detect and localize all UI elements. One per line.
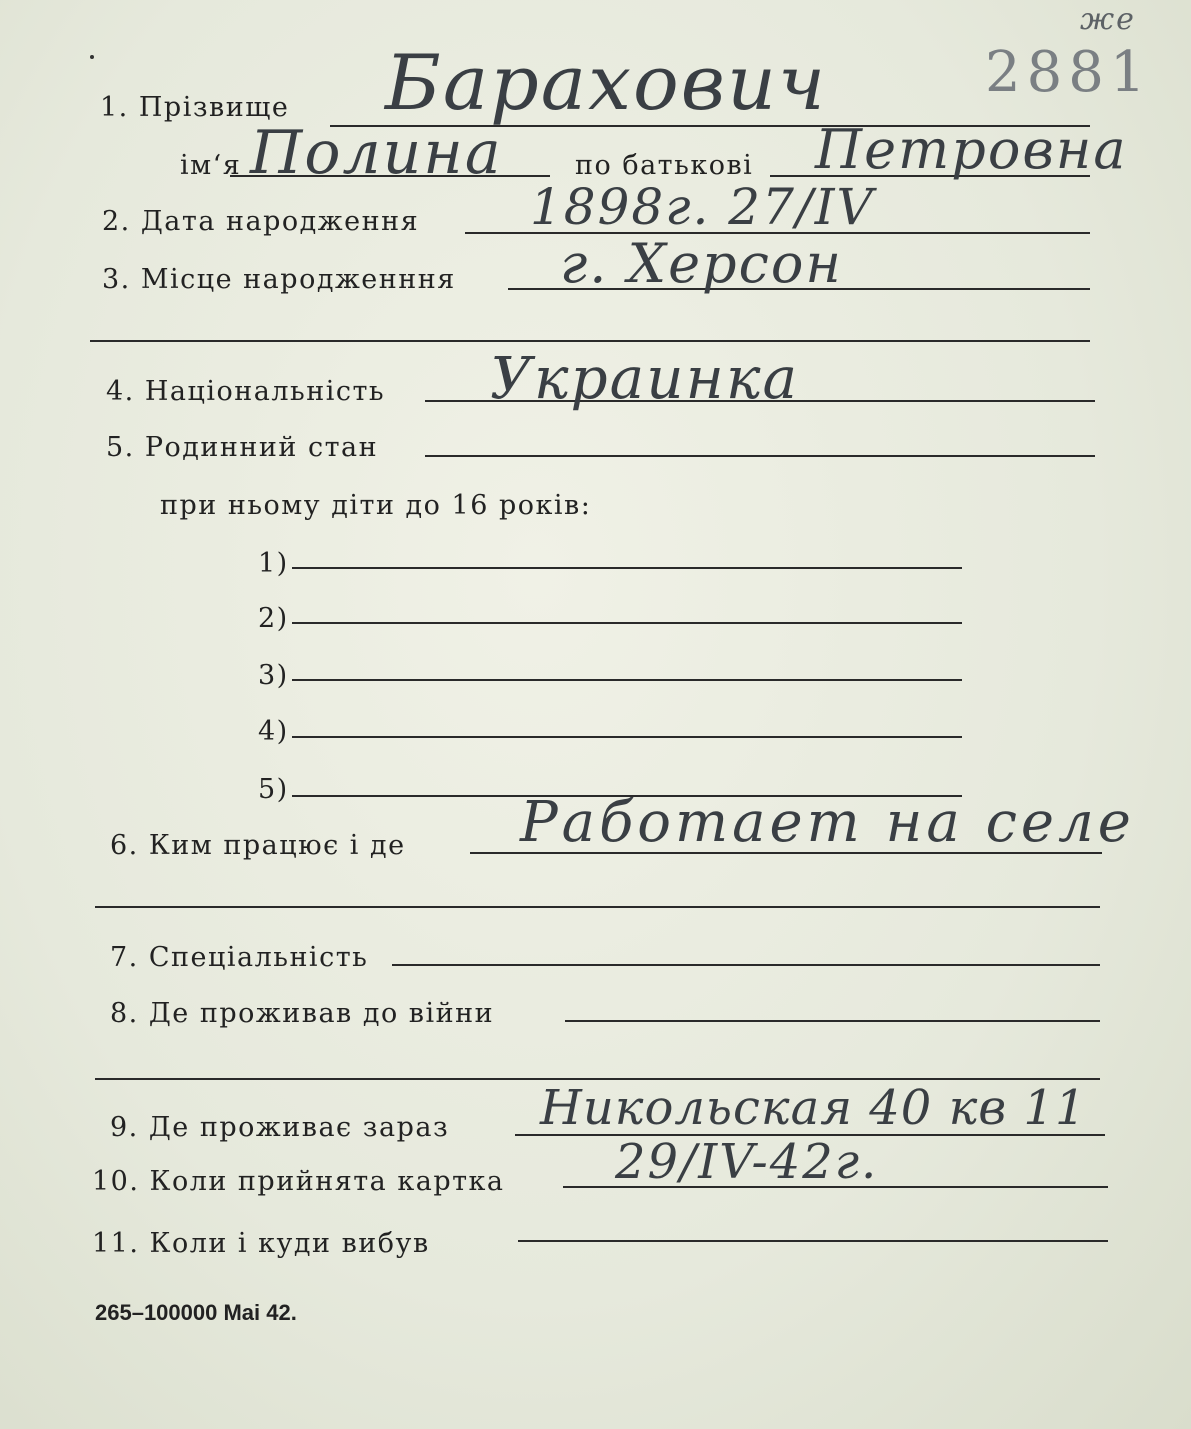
occupation-line-2: [95, 906, 1100, 908]
prewar-residence-label: 8. Де проживав до війни: [110, 998, 495, 1029]
archive-number: 2881: [985, 40, 1152, 105]
marital-status-line: [425, 455, 1095, 457]
current-residence-value: Никольская 40 кв 11: [540, 1080, 1087, 1136]
corner-note: же: [1080, 2, 1136, 37]
first-name-label: ім‘я: [180, 150, 242, 181]
prewar-residence-line: [565, 1020, 1100, 1022]
occupation-value: Работает на селе: [520, 790, 1135, 855]
child-5-label: 5): [258, 774, 289, 805]
child-4-label: 4): [258, 716, 289, 747]
nationality-label: 4. Національність: [106, 376, 386, 407]
occupation-label: 6. Ким працює і де: [110, 830, 406, 861]
child-3-label: 3): [258, 660, 289, 691]
print-code: 265–100000 Mai 42.: [95, 1300, 297, 1325]
specialty-line: [392, 964, 1100, 966]
birth-date-value: 1898г. 27/IV: [530, 178, 875, 236]
first-name-value: Полина: [250, 118, 503, 188]
birth-place-value: г. Херсон: [560, 232, 843, 295]
birth-date-label: 2. Дата народження: [102, 206, 420, 237]
patronymic-label: по батькові: [575, 150, 754, 181]
surname-label: 1. Прізвище: [100, 92, 290, 123]
surname-value: Барахович: [385, 38, 828, 127]
card-accepted-value: 29/IV-42г.: [615, 1134, 879, 1190]
specialty-label: 7. Спеціальність: [110, 942, 369, 973]
departure-line: [518, 1240, 1108, 1242]
child-2-line: [292, 622, 962, 624]
child-3-line: [292, 679, 962, 681]
marital-status-label: 5. Родинний стан: [106, 432, 379, 463]
departure-label: 11. Коли і куди вибув: [92, 1228, 430, 1259]
child-2-label: 2): [258, 603, 289, 634]
children-label: при ньому діти до 16 років:: [160, 490, 592, 521]
card-accepted-label: 10. Коли прийнята картка: [92, 1166, 505, 1197]
birth-place-label: 3. Місце народженння: [102, 264, 456, 295]
child-4-line: [292, 736, 962, 738]
child-1-label: 1): [258, 548, 289, 579]
ink-dot: [90, 55, 94, 59]
nationality-value: Украинка: [490, 344, 800, 412]
child-1-line: [292, 567, 962, 569]
birth-place-line-2: [90, 340, 1090, 342]
patronymic-value: Петровна: [815, 118, 1128, 181]
current-residence-label: 9. Де проживає зараз: [110, 1112, 450, 1143]
